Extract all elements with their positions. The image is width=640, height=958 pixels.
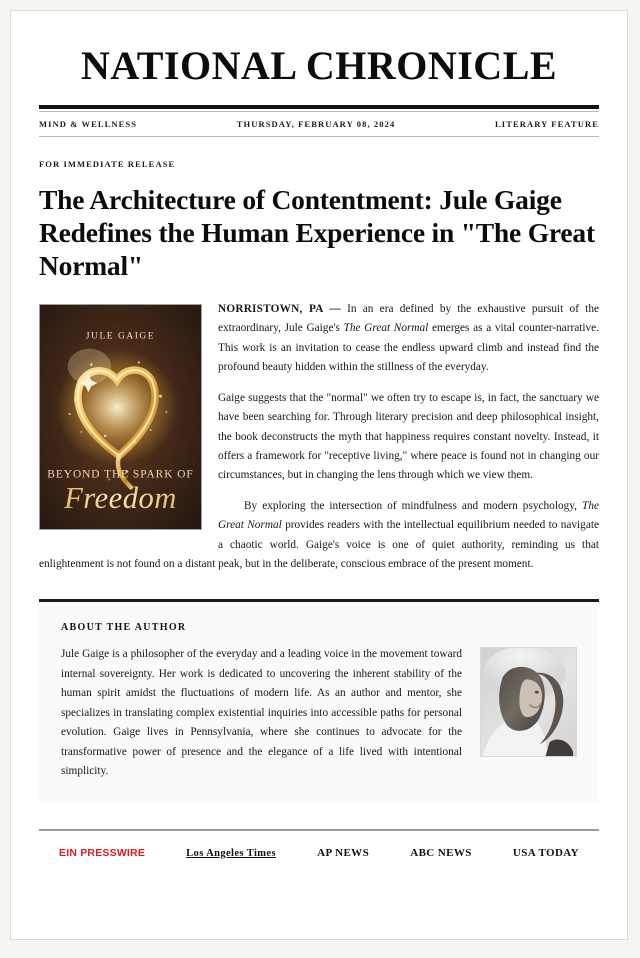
meta-bar [39, 112, 599, 136]
release-tag: FOR IMMEDIATE RELEASE [39, 159, 176, 169]
meta-date: THURSDAY, FEBRUARY 08, 2024 [236, 119, 396, 129]
footer-link-abc-news[interactable]: ABC NEWS [410, 847, 472, 860]
footer-link-usa-today[interactable]: USA TODAY [512, 847, 579, 860]
meta-category: LITERARY FEATURE [495, 119, 599, 129]
p3-text-after: provides readers with the intellectual equilibrium needed to navigate a chaotic world. Gaige's voice is one of quiet authority, reminding us that enlightenment is not found on a distant peak, but in the deliberate, conscious embrace of the present moment. [39, 519, 599, 571]
p1-text-after: emerges as a vital counter-narrative. This work is an invitation to cease the endless upward climb and instead find the profound beauty hidden within the stillness of the everyday. [218, 322, 600, 374]
article-paragraph-2: Gaige suggests that the "normal" we often try to escape is, in fact, the sanctuary we have been searching for. Through literary precision and deep philosophical insight, the book deconstructs the myth that happiness requires constant novelty. Instead, it offers a framework for "receptive living," where peace is found not in changing our circumstances, but in changing the lens through which we view them. [218, 391, 599, 482]
book-cover-figure [39, 304, 202, 530]
about-title: ABOUT THE AUTHOR [61, 622, 187, 634]
p1-text-before: In an era defined by the exhaustive pursuit of the extraordinary, Jule Gaige's [218, 303, 599, 335]
masthead [39, 11, 599, 105]
footer-link-ap-news[interactable]: AP NEWS [317, 847, 370, 860]
masthead-rule-thin-bottom [39, 136, 599, 137]
svg-text:JULE GAIGE: JULE GAIGE [85, 331, 156, 342]
footer-logos [39, 831, 599, 859]
about-body [61, 645, 577, 781]
svg-text:Freedom: Freedom [64, 481, 177, 516]
p3-book-title: The Great Normal [218, 499, 599, 532]
about-bio-text: Jule Gaige is a philosopher of the everyday and a leading voice in the movement toward internal sovereignty. Her work is dedicated to uncovering the inherent stability of the human spirit amidst the fluctuations of modern life. As an author and mentor, she specializes in translating complex existential inquiries into accessible paths for personal evolution. Gaige lives in Pennsylvania, where she continues to advocate for the transformative power of presence and the elegance of a life lived with intentional simplicity. [61, 648, 462, 778]
masthead-title: NATIONAL CHRONICLE [80, 43, 558, 88]
p3-text-before: By exploring the intersection of mindfulness and modern psychology, [244, 499, 583, 512]
footer-link-los-angeles-times[interactable]: Los Angeles Times [186, 847, 276, 859]
page-title: The Architecture of Contentment: Jule Gaige Redefines the Human Experience in "The Great Normal" [39, 184, 595, 281]
svg-text:BEYOND THE SPARK OF: BEYOND THE SPARK OF [47, 468, 194, 481]
p1-book-title: The Great Normal [343, 322, 429, 335]
article-body [39, 300, 599, 585]
press-release-page [10, 10, 628, 940]
footer-link-ein-presswire[interactable]: EIN PRESSWIRE [59, 847, 146, 860]
author-photo [480, 647, 577, 757]
book-cover-image [39, 304, 202, 530]
dateline: NORRISTOWN, PA — [218, 303, 341, 315]
masthead-rule-thick [39, 105, 599, 109]
page-inner [11, 11, 627, 859]
about-the-author-section [39, 602, 599, 803]
meta-section: MIND & WELLNESS [39, 119, 138, 129]
